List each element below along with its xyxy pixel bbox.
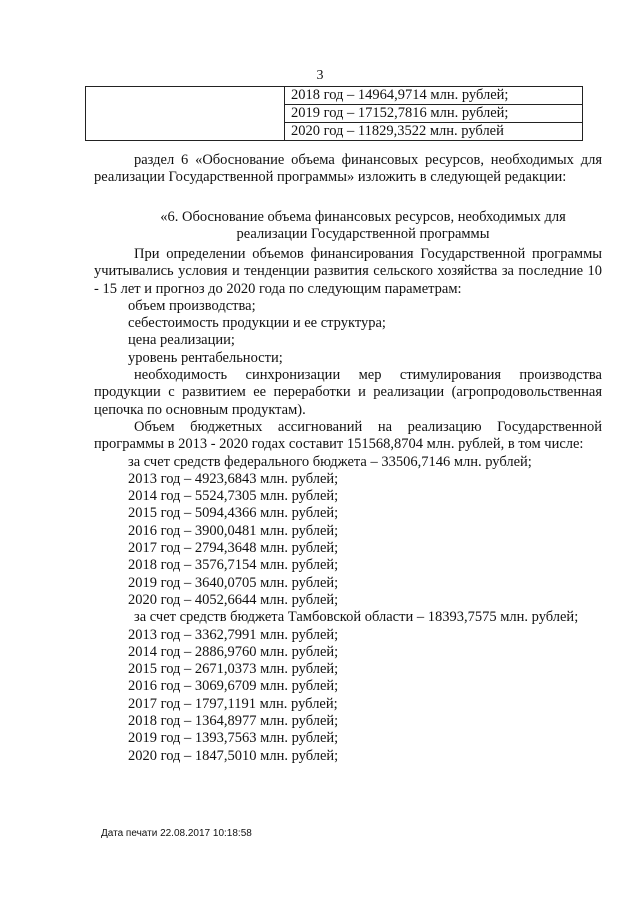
paragraph-sync: необходимость синхронизации мер стимулирования производства продукции с развитием ее переработки и реализации (агропродовольственная цепочка по основным продуктам). bbox=[94, 367, 602, 418]
federal-budget-title: за счет средств федерального бюджета – 33506,7146 млн. рублей; bbox=[128, 453, 532, 470]
table-empty-cell bbox=[86, 87, 285, 141]
heading-line-2: реализации Государственной программы bbox=[236, 226, 490, 243]
list-item: 2013 год – 3362,7991 млн. рублей; bbox=[128, 626, 339, 643]
list-item: 2019 год – 3640,0705 млн. рублей; bbox=[128, 574, 339, 591]
page-number: 3 bbox=[316, 68, 324, 83]
heading-line-1: «6. Обоснование объема финансовых ресурсов, необходимых для bbox=[160, 209, 566, 225]
list-item: 2016 год – 3069,6709 млн. рублей; bbox=[128, 678, 339, 695]
list-item: 2013 год – 4923,6843 млн. рублей; bbox=[128, 470, 339, 487]
list-item: цена реализации; bbox=[128, 332, 235, 349]
list-item: 2018 год – 1364,8977 млн. рублей; bbox=[128, 713, 339, 730]
section-heading bbox=[94, 209, 602, 244]
list-item: 2017 год – 2794,3648 млн. рублей; bbox=[128, 540, 339, 557]
list-item: объем производства; bbox=[128, 297, 256, 314]
list-item: 2014 год – 5524,7305 млн. рублей; bbox=[128, 488, 339, 505]
table-years-cell bbox=[285, 87, 583, 141]
intro-line-2: реализации Государственной программы» изложить в следующей редакции: bbox=[94, 169, 567, 186]
list-item: 2015 год – 2671,0373 млн. рублей; bbox=[128, 661, 339, 678]
list-item: 2015 год – 5094,4366 млн. рублей; bbox=[128, 505, 339, 522]
regional-budget-title: за счет средств бюджета Тамбовской области – 18393,7575 млн. рублей; bbox=[134, 609, 579, 626]
list-item: 2019 год – 1393,7563 млн. рублей; bbox=[128, 730, 339, 747]
amendment-intro bbox=[94, 152, 602, 187]
list-item: 2017 год – 1797,1191 млн. рублей; bbox=[128, 695, 338, 712]
list-item: уровень рентабельности; bbox=[128, 349, 283, 366]
table-row: 2018 год – 14964,9714 млн. рублей; bbox=[285, 87, 582, 105]
main-text bbox=[94, 246, 602, 765]
list-item: 2014 год – 2886,9760 млн. рублей; bbox=[128, 643, 339, 660]
paragraph-parameters: При определении объемов финансирования Государственной программы учитывались условия и тенденции развития сельского хозяйства за последние 10 - 15 лет и прогноз до 2020 года по следующим параметрам: bbox=[94, 246, 602, 297]
intro-line-1: раздел 6 «Обоснование объема финансовых ресурсов, необходимых для bbox=[134, 152, 602, 168]
funding-table-continuation bbox=[85, 86, 583, 141]
print-date: Дата печати 22.08.2017 10:18:58 bbox=[101, 828, 252, 839]
list-item: 2016 год – 3900,0481 млн. рублей; bbox=[128, 522, 339, 539]
list-item: себестоимость продукции и ее структура; bbox=[128, 315, 386, 332]
table-row: 2020 год – 11829,3522 млн. рублей bbox=[291, 123, 504, 139]
paragraph-budget: Объем бюджетных ассигнований на реализацию Государственной программы в 2013 - 2020 годах составит 151568,8704 млн. рублей, в том числе: bbox=[94, 418, 602, 453]
table-row: 2019 год – 17152,7816 млн. рублей; bbox=[285, 105, 582, 123]
list-item: 2020 год – 1847,5010 млн. рублей; bbox=[128, 747, 339, 764]
list-item: 2020 год – 4052,6644 млн. рублей; bbox=[128, 591, 339, 608]
list-item: 2018 год – 3576,7154 млн. рублей; bbox=[128, 557, 339, 574]
